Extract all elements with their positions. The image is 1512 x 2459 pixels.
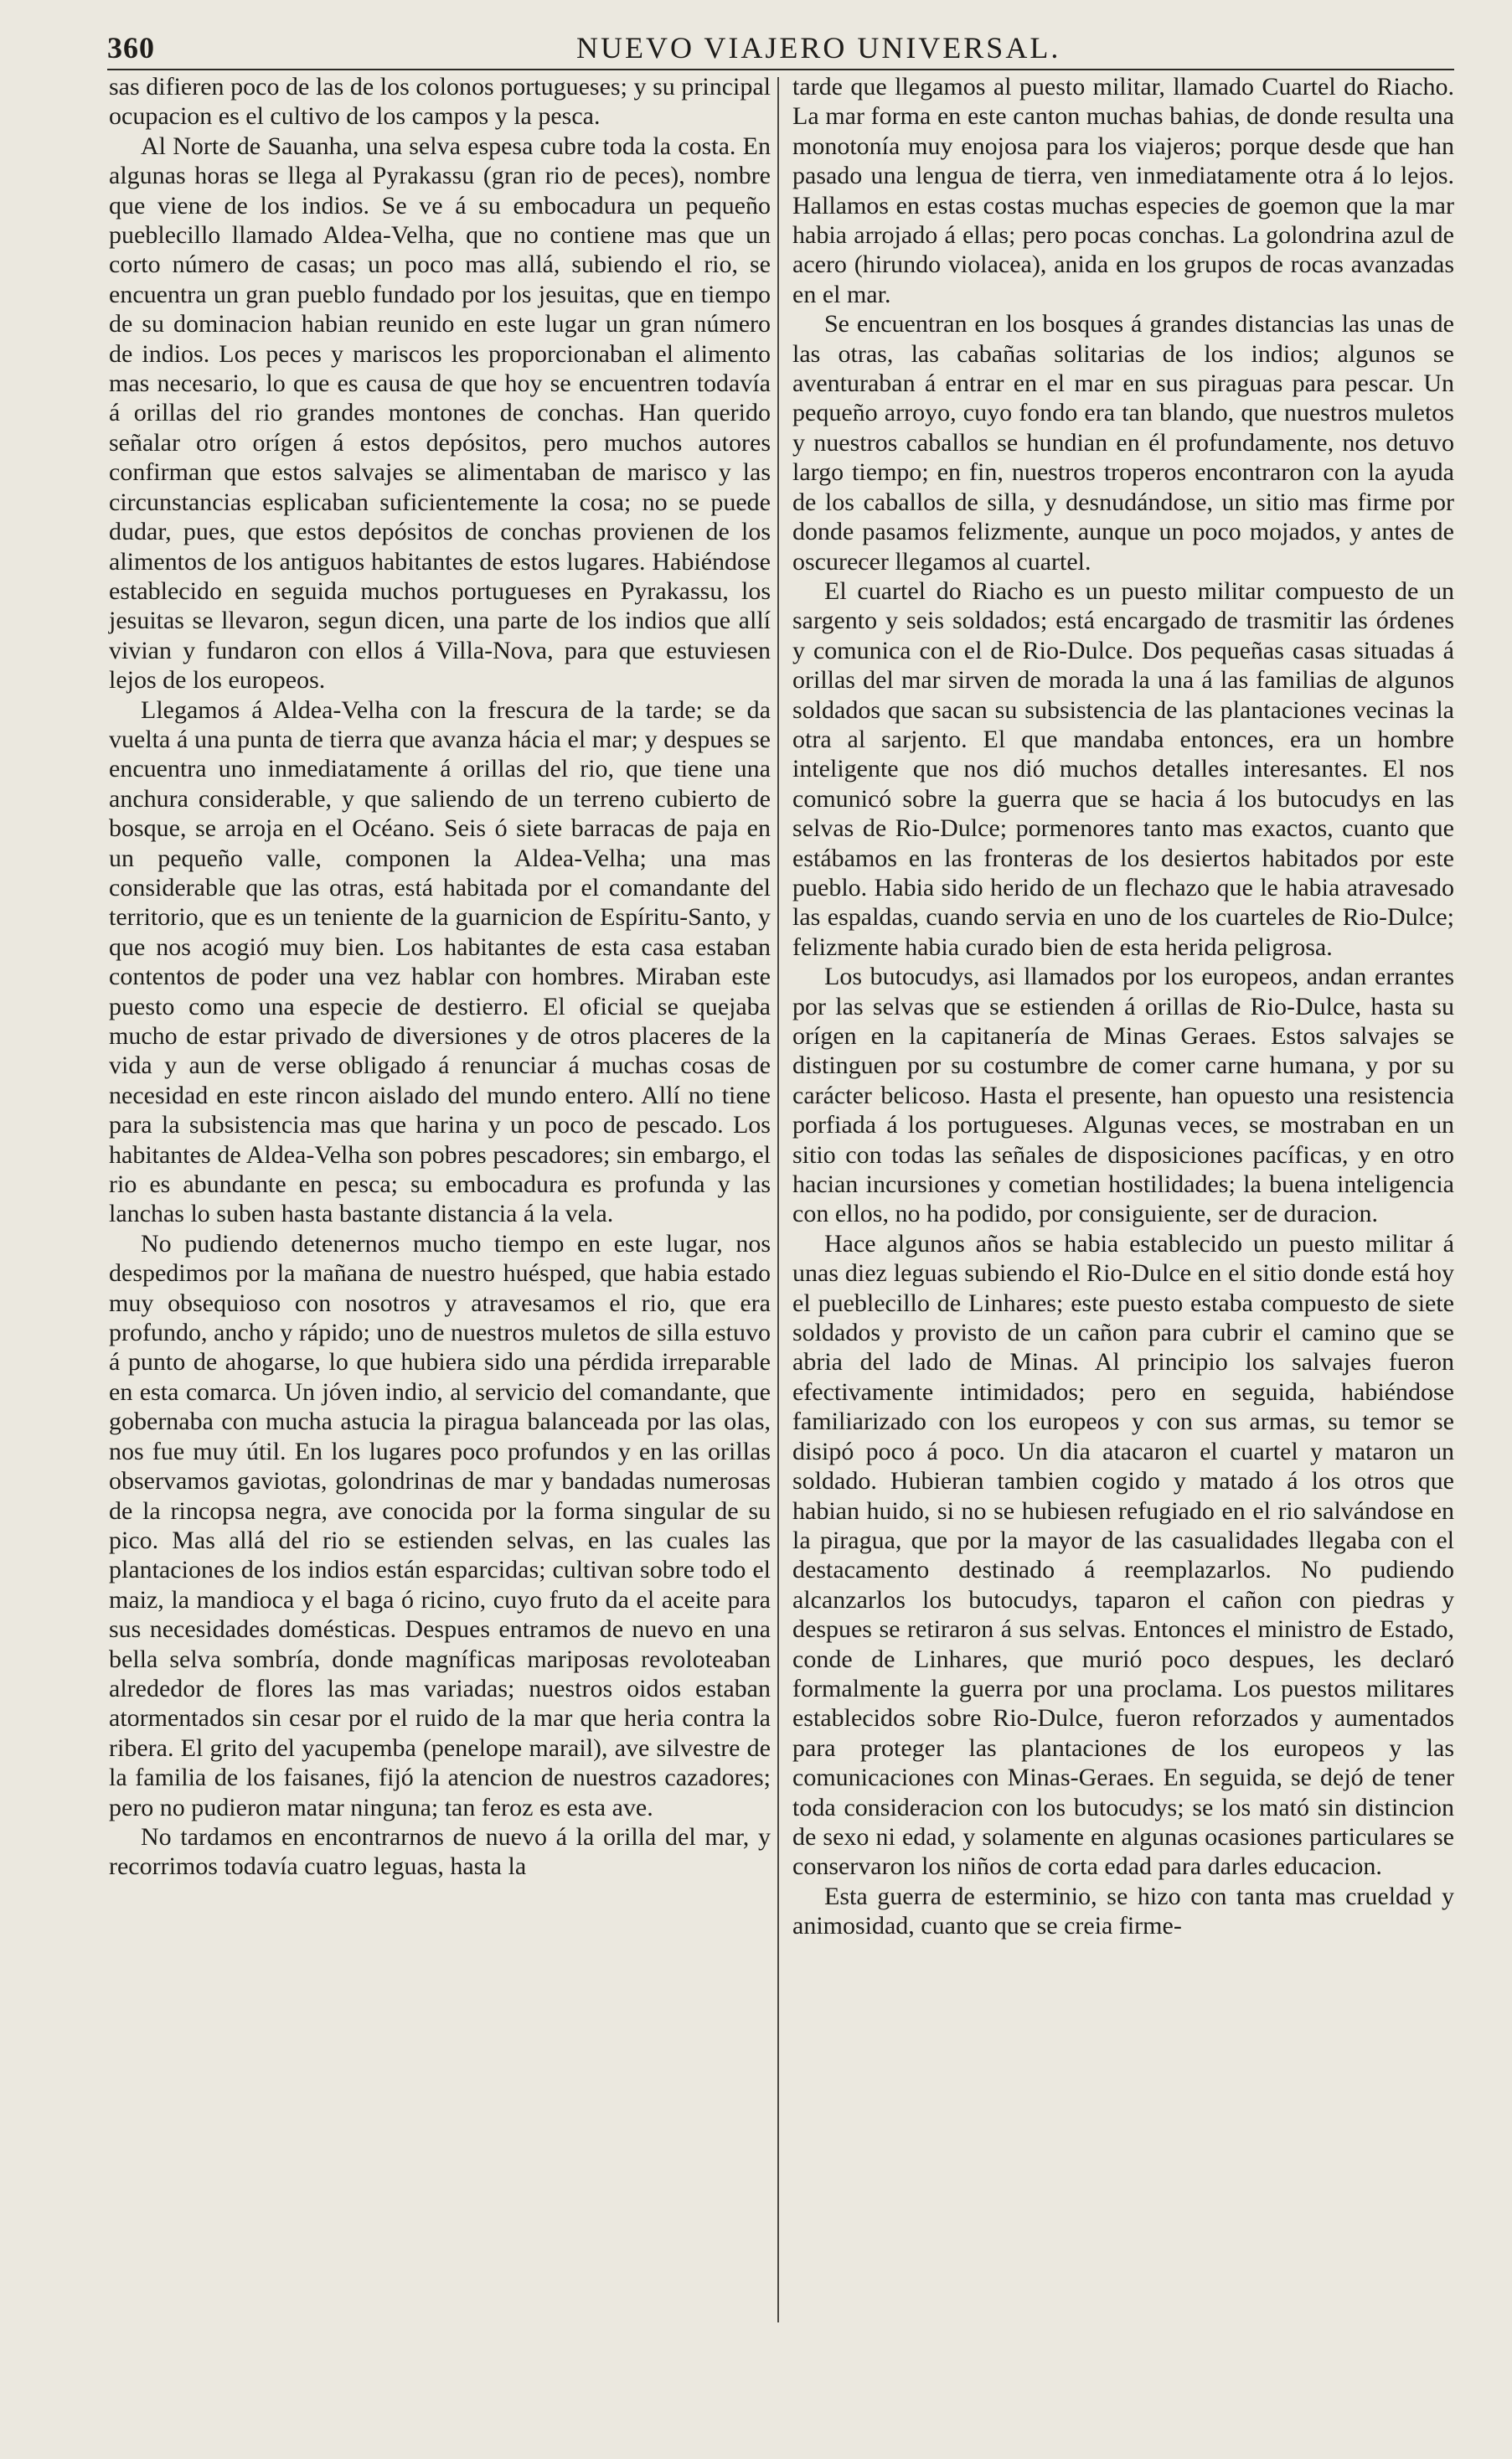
page-header — [107, 22, 1454, 70]
paragraph: Se encuentran en los bosques á grandes distancias las unas de las otras, las cabañas solitarias de los indios; algunos se aventuraban á entrar en el mar en sus piraguas para pescar. Un pequeño arroyo, cuyo fondo era tan blando, que nuestros muletos y nuestros caballos se hundian en él profundamente, nos detuvo largo tiempo; en fin, nuestros troperos encontraron con la ayuda de los caballos de silla, y desnudándose, un sitio mas firme por donde pasamos felizmente, aunque un poco mojados, y antes de oscurecer llegamos al cuartel. — [792, 310, 1454, 576]
right-column — [792, 72, 1454, 2326]
running-title: NUEVO VIAJERO UNIVERSAL. — [576, 31, 1061, 65]
left-column — [109, 72, 771, 2326]
column-divider — [777, 77, 779, 2322]
paragraph: Hace algunos años se habia establecido un puesto militar á unas diez leguas subiendo el Rio-Dulce en el sitio donde está hoy el pueblecillo de Linhares; este puesto estaba compuesto de siete soldados y provisto de un cañon para cubrir el camino que se abria del lado de Minas. Al principio los salvajes fueron efectivamente intimidados; pero en seguida, habiéndose familiarizado con los europeos y con sus armas, su temor se disipó poco á poco. Un dia atacaron el cuartel y mataron un soldado. Hubieran tambien cogido y matado á los otros que habian huido, si no se hubiesen refugiado en el rio salvándose en la piragua, que por la mayor de las casualidades llegaba con el destacamento destinado á reemplazarlos. No pudiendo alcanzarlos los butocudys, taparon el cañon con piedras y despues se retiraron á sus selvas. Entonces el ministro de Estado, conde de Linhares, que murió poco despues, les declaró formalmente la guerra por una proclama. Los puestos militares establecidos sobre Rio-Dulce, fueron reforzados y aumentados para proteger las plantaciones de los europeos y las comunicaciones con Minas-Geraes. En seguida, se dejó de tener toda consideracion con los butocudys; se los mató sin distincion de sexo ni edad, y solamente en algunas ocasiones particulares se conservaron los niños de corta edad para darles educacion. — [792, 1229, 1454, 1881]
paragraph: No tardamos en encontrarnos de nuevo á la orilla del mar, y recorrimos todavía cuatro leguas, hasta la — [109, 1822, 771, 1881]
paragraph: No pudiendo detenernos mucho tiempo en este lugar, nos despedimos por la mañana de nuestro huésped, que habia estado muy obsequioso con nosotros y atravesamos el rio, que era profundo, ancho y rápido; uno de nuestros muletos de silla estuvo á punto de ahogarse, lo que hubiera sido una pérdida irreparable en esta comarca. Un jóven indio, al servicio del comandante, que gobernaba con mucha astucia la piragua balanceada por las olas, nos fue muy útil. En los lugares poco profundos y en las orillas observamos gaviotas, golondrinas de mar y bandadas numerosas de la rincopsa negra, ave conocida por la forma singular de su pico. Mas allá del rio se estienden selvas, en las cuales las plantaciones de los indios están esparcidas; cultivan sobre todo el maiz, la mandioca y el baga ó ricino, cuyo fruto da el aceite para sus necesidades domésticas. Despues entramos de nuevo en una bella selva sombría, donde magníficas mariposas revoloteaban alrededor de flores las mas variadas; nuestros oidos estaban atormentados sin cesar por el ruido de la mar que heria contra la ribera. El grito del yacupemba (penelope marail), ave silvestre de la familia de los faisanes, fijó la atencion de nuestros cazadores; pero no pudieron matar ninguna; tan feroz es esta ave. — [109, 1229, 771, 1821]
paragraph: Los butocudys, asi llamados por los europeos, andan errantes por las selvas que se estienden á orillas de Rio-Dulce, hasta su orígen en la capitanería de Minas Geraes. Estos salvajes se distinguen por su costumbre de comer carne humana, y por su carácter belicoso. Hasta el presente, han opuesto una resistencia porfiada á los portugueses. Algunas veces, se mostraban en un sitio con todas las señales de disposiciones pacíficas, y en otro hacian incursiones y cometian hostilidades; la buena inteligencia con ellos, no ha podido, por consiguiente, ser de duracion. — [792, 963, 1454, 1228]
page-number: 360 — [107, 31, 155, 65]
paragraph: Esta guerra de esterminio, se hizo con tanta mas crueldad y animosidad, cuanto que se creia firme- — [792, 1882, 1454, 1940]
paragraph: El cuartel do Riacho es un puesto militar compuesto de un sargento y seis soldados; está encargado de trasmitir las órdenes y comunica con el de Rio-Dulce. Dos pequeñas casas situadas á orillas del mar sirven de morada la una á las familias de algunos soldados que sacan su subsistencia de las plantaciones vecinas la otra al sarjento. El que mandaba entonces, era un hombre inteligente que nos dió muchos detalles interesantes. El nos comunicó sobre la guerra que se hacia á los butocudys en las selvas de Rio-Dulce; pormenores tanto mas exactos, cuanto que estábamos en las fronteras de los desiertos habitados por este pueblo. Habia sido herido de un flechazo que le habia atravesado las espaldas, cuando servia en uno de los cuarteles de Rio-Dulce; felizmente habia curado bien de esta herida peligrosa. — [792, 576, 1454, 961]
header-rule — [107, 69, 1454, 70]
paragraph: Llegamos á Aldea-Velha con la frescura de la tarde; se da vuelta á una punta de tierra que avanza hácia el mar; y despues se encuentra uno inmediatamente á orillas del rio, que tiene una anchura considerable, y que saliendo de un terreno cubierto de bosque, se arroja en el Océano. Seis ó siete barracas de paja en un pequeño valle, componen la Aldea-Velha; una mas considerable que las otras, está habitada por el comandante del territorio, que es un teniente de la guarnicion de Espíritu-Santo, y que nos acogió muy bien. Los habitantes de esta casa estaban contentos de poder una vez hablar con hombres. Miraban este puesto como una especie de destierro. El oficial se quejaba mucho de estar privado de diversiones y de otros placeres de la vida y aun de verse obligado á renunciar á muchas cosas de necesidad en este rincon aislado del mundo entero. Allí no tiene para la subsistencia mas que harina y un poco de pescado. Los habitantes de Aldea-Velha son pobres pescadores; sin embargo, el rio es abundante en pesca; su embocadura es profunda y las lanchas lo suben hasta bastante distancia á la vela. — [109, 695, 771, 1228]
paragraph: Al Norte de Sauanha, una selva espesa cubre toda la costa. En algunas horas se llega al Pyrakassu (gran rio de peces), nombre que viene de los indios. Se ve á su embocadura un pequeño pueblecillo llamado Aldea-Velha, que no contiene mas que un corto número de casas; un poco mas allá, subiendo el rio, se encuentra un gran pueblo fundado por los jesuitas, que en tiempo de su dominacion habian reunido en este lugar un gran número de indios. Los peces y mariscos les proporcionaban el alimento mas necesario, lo que es causa de que hoy se encuentren todavía á orillas del rio grandes montones de conchas. Han querido señalar otro orígen á estos depósitos, pero muchos autores confirman que estos salvajes se alimentaban de marisco y las circunstancias esplicaban suficientemente la cosa; no se puede dudar, pues, que estos depósitos de conchas provienen de los alimentos de los antiguos habitantes de estos lugares. Habiéndose establecido en seguida muchos portugueses en Pyrakassu, los jesuitas se llevaron, segun dicen, una parte de los indios que allí vivian y fundaron con ellos á Villa-Nova, para que estuviesen lejos de los europeos. — [109, 132, 771, 695]
paragraph: sas difieren poco de las de los colonos portugueses; y su principal ocupacion es el cultivo de los campos y la pesca. — [109, 73, 771, 131]
paragraph: tarde que llegamos al puesto militar, llamado Cuartel do Riacho. La mar forma en este canton muchas bahias, de donde resulta una monotonía muy enojosa para los viajeros; porque desde que han pasado una lengua de tierra, ven inmediatamente otra á lo lejos. Hallamos en estas costas muchas especies de goemon que la mar habia arrojado á ellas; pero pocas conchas. La golondrina azul de acero (hirundo violacea), anida en los grupos de rocas avanzadas en el mar. — [792, 73, 1454, 308]
